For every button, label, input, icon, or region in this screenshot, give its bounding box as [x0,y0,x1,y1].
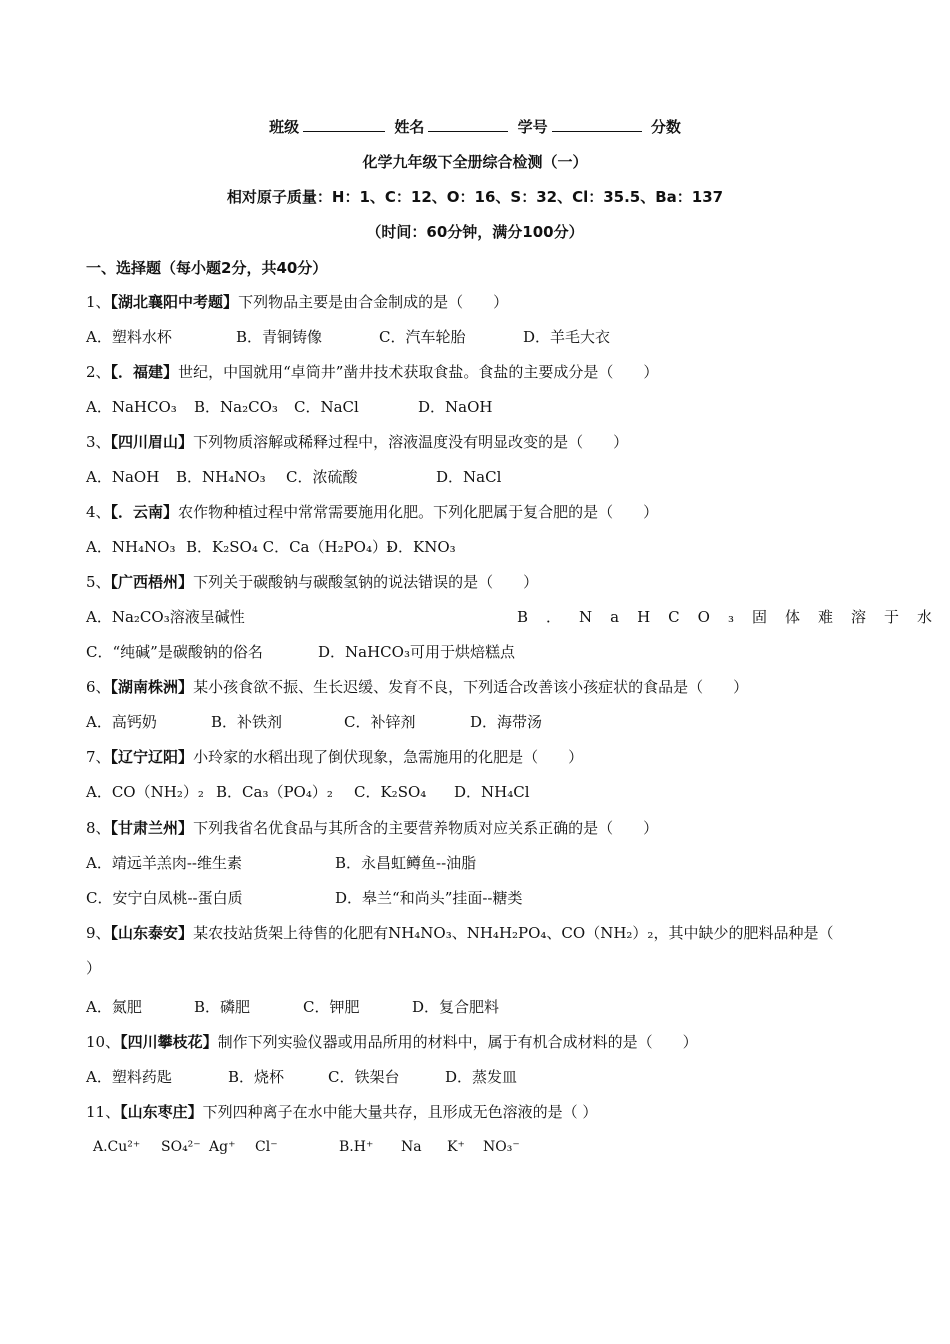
question-source: 【．福建】 [110,363,179,381]
question-source: 【．云南】 [110,503,179,521]
option-a[interactable]: A．Na₂CO₃溶液呈碱性 [86,608,245,626]
score-label: 分数 [650,118,681,136]
option-d[interactable]: D．皋兰“和尚头”挂面--糖类 [335,889,523,907]
option-d[interactable]: D．NaOH [418,398,493,416]
question-stem: 某农技站货架上待售的化肥有NH₄NO₃、NH₄H₂PO₄、CO（NH₂）₂，其中缺少的肥料品种是（ [193,924,834,942]
option-b[interactable]: B．Ca₃（PO₄）₂ [216,783,333,801]
question-source: 【湖南株洲】 [110,678,194,696]
option-d[interactable]: D．KNO₃ [386,538,456,556]
option-b[interactable]: B．Na₂CO₃ [194,398,278,416]
question-stem: 下列我省名优食品与其所含的主要营养物质对应关系正确的是（ ） [193,819,659,837]
option-a-ion-3: Ag⁺ [209,1139,236,1155]
question-7-options [86,782,530,802]
question-2 [86,362,658,382]
question-1 [86,292,508,312]
option-b[interactable]: B．NH₄NO₃ [176,468,266,486]
option-a[interactable]: A．NaOH [86,468,160,486]
question-number: 2、 [86,363,111,381]
question-3-options [86,467,501,487]
option-b[interactable]: B．永昌虹鳟鱼--油脂 [335,854,477,872]
question-9-cont: ） [86,959,102,977]
exam-title: 化学九年级下全册综合检测（一） [362,153,588,171]
id-label: 学号 [517,118,548,136]
option-c[interactable]: C．K₂SO₄ [354,783,427,801]
question-stem: 世纪，中国就用“卓筒井”凿井技术获取食盐。食盐的主要成分是（ ） [178,363,659,381]
option-d[interactable]: D．NaCl [436,468,502,486]
question-9-options [86,997,499,1017]
question-number: 5、 [86,573,111,591]
question-5-options-row2 [86,642,515,662]
question-stem: 小玲家的水稻出现了倒伏现象，急需施用的化肥是（ ） [193,748,584,766]
question-10 [86,1032,698,1052]
option-a[interactable]: A．NaHCO₃ [86,398,177,416]
question-5-options-row1 [86,607,950,627]
option-b-ion-3: K⁺ [447,1139,465,1155]
question-4 [86,502,658,522]
question-4-options [86,537,456,557]
question-number: 8、 [86,819,111,837]
option-a[interactable]: A．塑料水杯 [86,328,172,346]
option-d[interactable]: D．复合肥料 [412,998,500,1016]
question-stem: 农作物种植过程中常常需要施用化肥。下列化肥属于复合肥的是（ ） [178,503,659,521]
question-10-options [86,1067,517,1087]
option-c[interactable]: C．浓硫酸 [286,468,358,486]
option-a-ion-1[interactable]: A.Cu²⁺ [93,1139,141,1155]
option-a-ion-4: Cl⁻ [255,1139,278,1155]
name-blank[interactable] [428,117,508,132]
question-6 [86,677,748,697]
option-a[interactable]: A．高钙奶 [86,713,157,731]
option-d[interactable]: D．NaHCO₃可用于烘焙糕点 [318,643,515,661]
question-number: 11、 [86,1103,121,1121]
question-11 [86,1102,597,1122]
question-source: 【山东枣庄】 [120,1103,203,1121]
question-number: 3、 [86,433,111,451]
question-source: 【湖北襄阳中考题】 [110,293,239,311]
option-b[interactable]: B．磷肥 [194,998,251,1016]
question-7 [86,747,583,767]
option-d[interactable]: D．羊毛大衣 [523,328,611,346]
option-c[interactable]: C．安宁白凤桃--蛋白质 [86,889,243,907]
option-b[interactable]: B．NaHCO₃固体难溶于水 [517,608,950,626]
option-a[interactable]: A．NH₄NO₃ [86,538,176,556]
option-d[interactable]: D．海带汤 [470,713,543,731]
option-b[interactable]: B．烧杯 [228,1068,285,1086]
option-c[interactable]: C．铁架台 [328,1068,400,1086]
class-blank[interactable] [303,117,385,132]
option-c[interactable]: C．NaCl [294,398,359,416]
name-label: 姓名 [394,118,425,136]
question-8-options-row2 [86,888,523,908]
question-number: 10、 [86,1033,121,1051]
option-c[interactable]: C．汽车轮胎 [379,328,466,346]
option-b-ion-1[interactable]: B.H⁺ [339,1139,374,1155]
option-d[interactable]: D．蒸发皿 [445,1068,518,1086]
question-number: 7、 [86,748,111,766]
question-source: 【四川攀枝花】 [120,1033,218,1051]
question-stem: 制作下列实验仪器或用品所用的材料中，属于有机合成材料的是（ ） [217,1033,698,1051]
option-d[interactable]: D．NH₄Cl [454,783,530,801]
question-5 [86,572,538,592]
option-a[interactable]: A．靖远羊羔肉--维生素 [86,854,242,872]
question-source: 【广西梧州】 [110,573,194,591]
option-b[interactable]: B．补铁剂 [211,713,283,731]
question-number: 9、 [86,924,111,942]
question-number: 1、 [86,293,111,311]
time-info: （时间：60分钟，满分100分） [366,223,584,241]
question-8 [86,818,658,838]
question-source: 【甘肃兰州】 [110,819,194,837]
question-stem: 下列四种离子在水中能大量共存，且形成无色溶液的是（ ） [202,1103,598,1121]
option-a-ion-2: SO₄²⁻ [161,1139,201,1155]
question-9 [86,923,833,943]
atomic-masses: 相对原子质量：H：1、C：12、O：16、S：32、Cl：35.5、Ba：137 [226,188,724,206]
question-2-options [86,397,492,417]
id-blank[interactable] [552,117,642,132]
section-title: 一、选择题（每小题2分，共40分） [86,259,328,277]
question-source: 【辽宁辽阳】 [110,748,194,766]
question-6-options [86,712,542,732]
option-c[interactable]: C．钾肥 [303,998,360,1016]
question-stem: 某小孩食欲不振、生长迟缓、发育不良，下列适合改善该小孩症状的食品是（ ） [193,678,749,696]
question-number: 4、 [86,503,111,521]
option-b-ion-2: Na [401,1139,422,1155]
student-info-line [0,117,950,137]
question-11-options [93,1137,520,1157]
option-a[interactable]: A．CO（NH₂）₂ [86,783,204,801]
option-a[interactable]: A．塑料药匙 [86,1068,172,1086]
option-c[interactable]: C．补锌剂 [344,713,416,731]
question-3 [86,432,628,452]
option-b-ion-4: NO₃⁻ [483,1139,520,1155]
option-b[interactable]: B．青铜铸像 [236,328,323,346]
question-source: 【四川眉山】 [110,433,194,451]
class-label: 班级 [269,118,300,136]
option-a[interactable]: A．氮肥 [86,998,142,1016]
option-c[interactable]: C．“纯碱”是碳酸钠的俗名 [86,643,263,661]
option-b-c[interactable]: B．K₂SO₄ C．Ca（H₂PO₄）₂ [186,538,394,556]
question-1-options [86,327,610,347]
question-stem: 下列物质溶解或稀释过程中，溶液温度没有明显改变的是（ ） [193,433,629,451]
question-8-options-row1 [86,853,476,873]
question-source: 【山东泰安】 [110,924,194,942]
question-stem: 下列关于碳酸钠与碳酸氢钠的说法错误的是（ ） [193,573,539,591]
question-number: 6、 [86,678,111,696]
question-stem: 下列物品主要是由合金制成的是（ ） [238,293,509,311]
